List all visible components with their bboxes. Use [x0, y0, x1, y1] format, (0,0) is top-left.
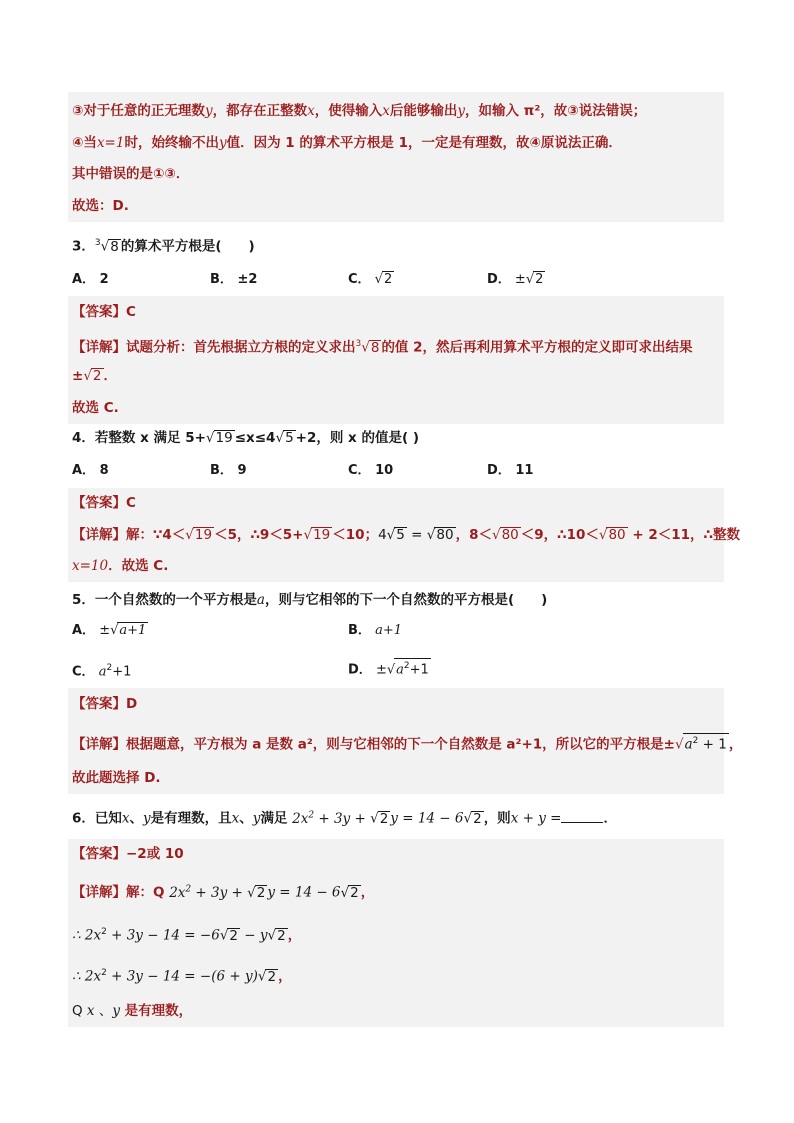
q5-conclusion: 故此题选择 D.	[72, 770, 161, 786]
q3-stem: 3．$^3$√8 的算术平方根是( )	[72, 238, 255, 255]
q3-option-c: C． √2	[348, 272, 393, 287]
q6-answer: 【答案】−2或 10	[72, 846, 184, 862]
q5-option-b: B． a+1	[348, 623, 402, 638]
q3-answer: 【答案】C	[72, 304, 136, 320]
q5-detail-line1: 【详解】根据题意，平方根为 a 是数 a²，则与它相邻的下一个自然数是 a²+1，所以它的平方根是$\pm√a^2 + 1$ ，	[72, 733, 742, 755]
q4-detail-line1: 【详解】解：∵4＜√19 ＜5，∴9＜5+√19 ＜10；4√5 = √80 ，8＜√80 ＜9，∴10＜√80 + 2＜11，∴整数	[72, 527, 740, 543]
q6-detail-line3: ∴ $2x^2 + 3y - 14 = -(6 + y)√2$ ，	[72, 968, 292, 985]
q3-solution-block	[68, 296, 724, 424]
q6-detail-line1: 【详解】解：Q $2x^2 + 3y + √2$ y = 14 − 6√2 ，	[72, 884, 375, 901]
q3-detail-line1: 【详解】试题分析：首先根据立方根的定义求出$^3$√8 的值 2，然后再利用算术平方根的定义即可求出结果	[72, 339, 693, 356]
q3-conclusion: 故选 C.	[72, 400, 119, 416]
q4-stem: 4．若整数 x 满足 5+√19 ≤x≤4√5 +2，则 x 的值是( )	[72, 430, 420, 446]
q6-detail-line4: Q x 、y 是有理数，	[72, 1003, 193, 1019]
q5-answer: 【答案】D	[72, 696, 138, 712]
q5-option-d: D． $\pm√a^2+1$	[348, 658, 431, 680]
q4-option-a: A． 8	[72, 463, 109, 478]
q4-option-b: B． 9	[210, 463, 247, 478]
q4-answer: 【答案】C	[72, 495, 136, 511]
q3-option-a: A． 2	[72, 272, 109, 287]
top-line-4: 故选：D.	[72, 198, 129, 214]
q3-detail-line2: ±√2 ．	[72, 368, 118, 384]
q5-option-c: C． $a^2+1$	[72, 663, 132, 680]
q5-option-a: A． ±√a+1	[72, 623, 147, 638]
q6-stem: 6．已知x、y是有理数，且x、y满足 $2x^2 + 3y + √2$ y = 14 − 6√2 ，则x + y = ．	[72, 810, 617, 827]
top-line-1: ③对于任意的正无理数y，都存在正整数x，使得输入x后能够输出y，如输入 π²，故③说法错误；	[72, 103, 647, 119]
q3-option-b: B． ±2	[210, 272, 258, 287]
q4-detail-line2: x=10．故选 C.	[72, 558, 169, 574]
q6-detail-line2: ∴ $2x^2 + 3y - 14 = -6√2 - y√2$ ，	[72, 927, 302, 944]
q5-stem: 5．一个自然数的一个平方根是a，则与它相邻的下一个自然数的平方根是( )	[72, 592, 548, 608]
answer-blank	[561, 810, 603, 823]
q3-option-d: D． ±√2	[487, 272, 544, 287]
q4-option-d: D． 11	[487, 463, 534, 478]
q4-option-c: C． 10	[348, 463, 394, 478]
top-line-3: 其中错误的是①③．	[72, 166, 190, 182]
top-line-2: ④当x=1时，始终输不出y值．因为 1 的算术平方根是 1，一定是有理数，故④原说法正确．	[72, 135, 622, 151]
